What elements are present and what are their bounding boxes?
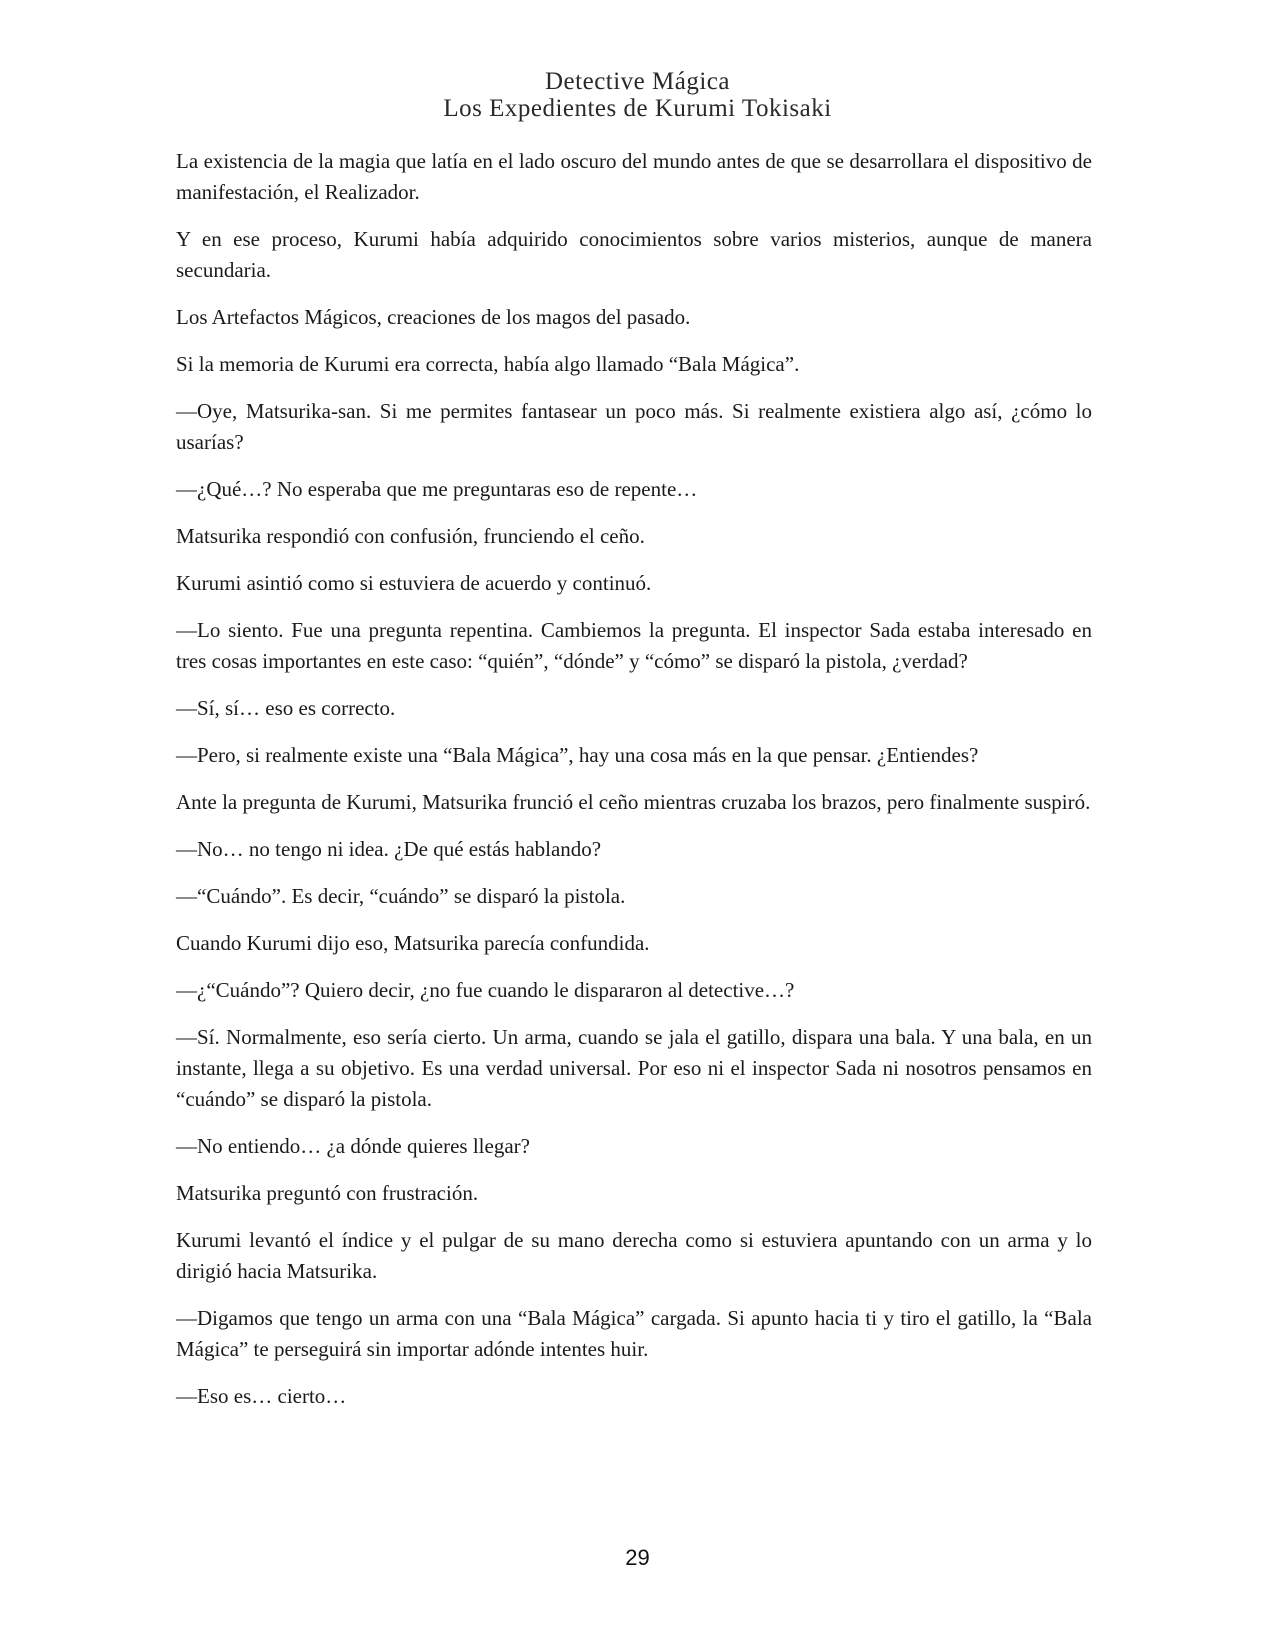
paragraph: —Digamos que tengo un arma con una “Bala Mágica” cargada. Si apunto hacia ti y tiro el gatillo, la “Bala Mágica” te perseguirá sin importar adónde intentes huir. xyxy=(176,1306,1092,1361)
paragraph: —¿“Cuándo”? Quiero decir, ¿no fue cuando le dispararon al detective…? xyxy=(176,978,795,1002)
paragraph: —Sí. Normalmente, eso sería cierto. Un arma, cuando se jala el gatillo, dispara una bala. Y una bala, en un instante, llega a su objetivo. Es una verdad universal. Por eso ni el inspector Sada ni nosotros pensamos en “cuándo” se disparó la pistola. xyxy=(176,1025,1092,1111)
paragraph: Los Artefactos Mágicos, creaciones de los magos del pasado. xyxy=(176,305,691,329)
book-subtitle: Los Expedientes de Kurumi Tokisaki xyxy=(443,95,832,122)
paragraph: —No… no tengo ni idea. ¿De qué estás hablando? xyxy=(176,837,602,861)
paragraph: Cuando Kurumi dijo eso, Matsurika parecía confundida. xyxy=(176,931,650,955)
paragraph: Matsurika preguntó con frustración. xyxy=(176,1181,479,1205)
paragraph: —Pero, si realmente existe una “Bala Mágica”, hay una cosa más en la que pensar. ¿Entiendes? xyxy=(176,743,979,767)
paragraph: Si la memoria de Kurumi era correcta, había algo llamado “Bala Mágica”. xyxy=(176,352,800,376)
paragraph: Y en ese proceso, Kurumi había adquirido conocimientos sobre varios misterios, aunque de manera secundaria. xyxy=(176,227,1092,282)
paragraph: Kurumi levantó el índice y el pulgar de su mano derecha como si estuviera apuntando con un arma y lo dirigió hacia Matsurika. xyxy=(176,1228,1092,1283)
paragraph: —“Cuándo”. Es decir, “cuándo” se disparó la pistola. xyxy=(176,884,626,908)
paragraph: —No entiendo… ¿a dónde quieres llegar? xyxy=(176,1134,530,1158)
paragraph: Ante la pregunta de Kurumi, Matsurika frunció el ceño mientras cruzaba los brazos, pero finalmente suspiró. xyxy=(176,790,1091,814)
book-title: Detective Mágica xyxy=(545,68,730,95)
paragraph: La existencia de la magia que latía en el lado oscuro del mundo antes de que se desarrollara el dispositivo de manifestación, el Realizador. xyxy=(176,149,1092,204)
paragraph: Matsurika respondió con confusión, frunciendo el ceño. xyxy=(176,524,645,548)
running-header xyxy=(0,68,1275,122)
body-text xyxy=(176,146,1092,1428)
paragraph: —Oye, Matsurika-san. Si me permites fantasear un poco más. Si realmente existiera algo así, ¿cómo lo usarías? xyxy=(176,399,1092,454)
paragraph: —Lo siento. Fue una pregunta repentina. Cambiemos la pregunta. El inspector Sada estaba interesado en tres cosas importantes en este caso: “quién”, “dónde” y “cómo” se disparó la pistola, ¿verdad? xyxy=(176,618,1092,673)
paragraph: Kurumi asintió como si estuviera de acuerdo y continuó. xyxy=(176,571,652,595)
paragraph: —¿Qué…? No esperaba que me preguntaras eso de repente… xyxy=(176,477,698,501)
paragraph: —Eso es… cierto… xyxy=(176,1384,347,1408)
paragraph: —Sí, sí… eso es correcto. xyxy=(176,696,396,720)
page-number: 29 xyxy=(625,1545,650,1570)
